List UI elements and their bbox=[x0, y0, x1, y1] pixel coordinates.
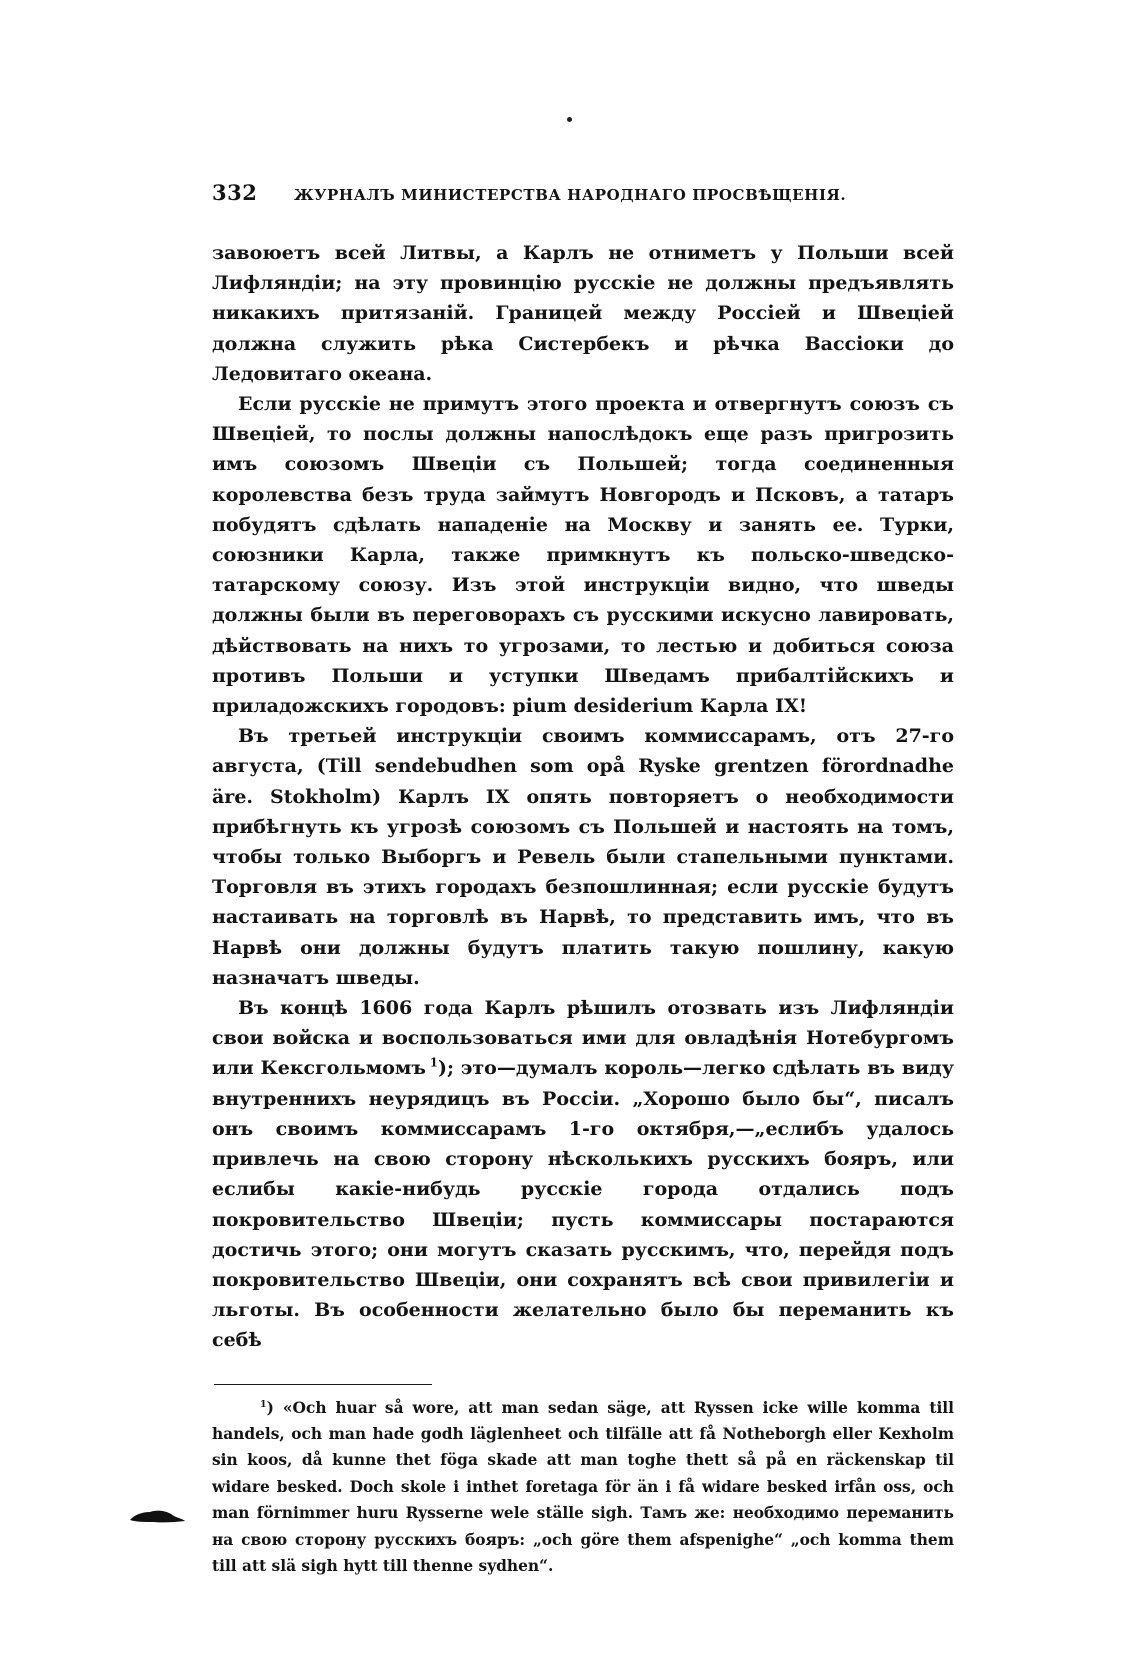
footnote-1-mark-suffix: ) bbox=[266, 1398, 274, 1417]
footnote-reference: 1 bbox=[429, 1056, 438, 1071]
footnote-1-mark: 1 bbox=[260, 1398, 267, 1410]
book-page bbox=[212, 180, 954, 1579]
top-ink-dot bbox=[567, 117, 572, 122]
running-head bbox=[212, 180, 954, 220]
body-text bbox=[212, 238, 954, 1356]
paragraph-3: Въ третьей инструкціи своимъ коммиссарамъ, отъ 27-го августа, (Till sendebudhen som opå Ryske grentzen förordnadhe äre. Stokholm) Карлъ IX опять повторяетъ о необходимости прибѣгнуть къ угрозѣ союзомъ съ Польшей и настоять на томъ, чтобы только Выборгъ и Ревель были стапельными пунктами. Торговля въ этихъ городахъ безпошлинная; если русскіе будутъ настаивать на торговлѣ въ Нарвѣ, то представить имъ, что въ Нарвѣ они должны будутъ платить такую пошлину, какую назначатъ шведы. bbox=[212, 725, 954, 989]
footnote-1-text: «Och huar så wore, att man sedan säge, att Ryssen icke wille komma till handels, och man hade godh läglenheet och tilfälle att få Notheborgh eller Kexholm sin koos, då kunne thet föga skade att man toghe thett så på en räckenskap til widare besked. Doch skole i inthet foretaga för än i få widare besked irfån oss, och man förnimmer huru Rysserne wele ställe sigh. Тамъ же: необходимо переманить на свою сторону русскихъ бояръ: „och göre them afspenighe“ „och komma them till att slä sigh hytt till thenne sydhen“. bbox=[212, 1398, 954, 1575]
journal-title: ЖУРНАЛЪ МИНИСТЕРСТВА НАРОДНАГО ПРОСВѢЩЕНІЯ. bbox=[294, 186, 847, 204]
paragraph-1: завоюетъ всей Литвы, а Карлъ не отниметъ у Польши всей Лифляндіи; на эту провинцію русскіе не должны предъявлять никакихъ притязаній. Границей между Россіей и Швеціей должна служить рѣка Систербекъ и рѣчка Вассіоки до Ледовитаго океана. bbox=[212, 242, 954, 385]
footnote-separator bbox=[214, 1384, 432, 1385]
footnotes bbox=[212, 1395, 954, 1580]
page-number: 332 bbox=[212, 180, 258, 205]
paragraph-4-after-note: ); это—думалъ король—легко сдѣлать въ виду внутреннихъ неурядицъ въ Россіи. „Хорошо было бы“, писалъ онъ своимъ коммиссарамъ 1-го октября,—„еслибъ удалось привлечь на свою сторону нѣсколькихъ русскихъ бояръ, или еслибы какіе-нибудь русскіе города отдались подъ покровительство Швеціи; пусть коммиссары постараются достичь этого; они могутъ сказать русскимъ, что, перейдя подъ покровительство Швеціи, они сохранятъ всѣ свои привилегіи и льготы. Въ особенности желательно было бы переманить къ себѣ bbox=[212, 1057, 954, 1352]
paragraph-2: Если русскіе не примутъ этого проекта и отвергнутъ союзъ съ Швеціей, то послы должны напослѣдокъ еще разъ пригрозить имъ союзомъ Швеціи съ Польшей; тогда соединенныя королевства безъ труда займутъ Новгородъ и Псковъ, а татаръ побудятъ сдѣлать нападеніе на Москву и занять ее. Турки, союзники Карла, также примкнутъ къ польско-шведско-татарскому союзу. Изъ этой инструкціи видно, что шведы должны были въ переговорахъ съ русскими искусно лавировать, дѣйствовать на нихъ то угрозами, то лестью и добиться союза противъ Польши и уступки Шведамъ прибалтійскихъ и приладожскихъ городовъ: pium desiderium Карла IX! bbox=[212, 393, 954, 718]
paragraph-4 bbox=[212, 993, 954, 1355]
ink-blot-mark bbox=[128, 1506, 186, 1526]
paragraph-4-before-note: Въ концѣ 1606 года Карлъ рѣшилъ отозвать изъ Лифляндіи свои войска и воспользоваться ими для овладѣнія Нотебургомъ или Кексгольмомъ bbox=[212, 997, 954, 1080]
footnote-1 bbox=[212, 1395, 954, 1580]
